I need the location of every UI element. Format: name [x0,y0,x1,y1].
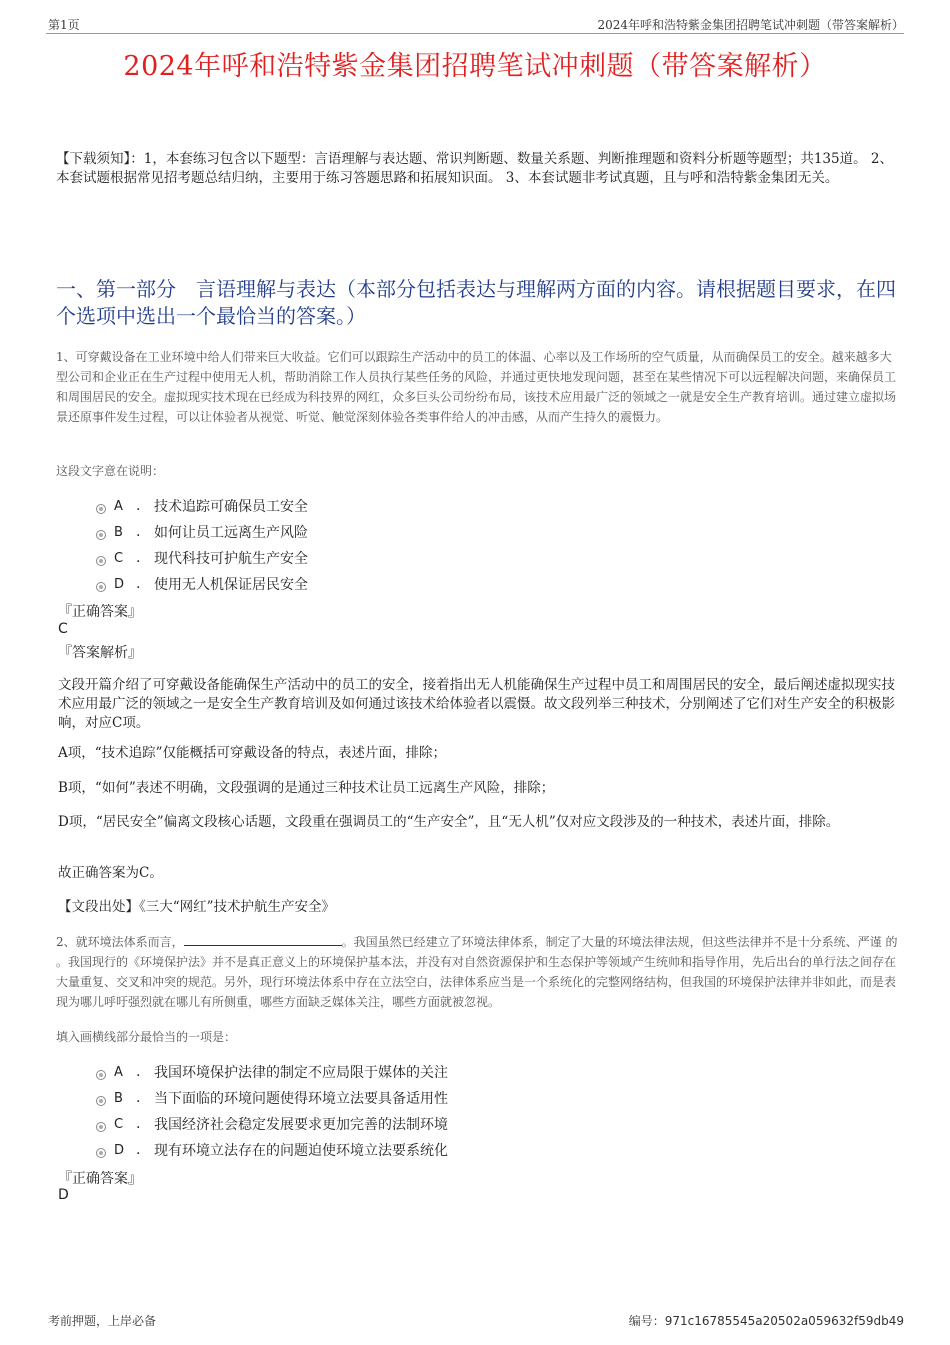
answer-label: 『正确答案』 [58,604,142,620]
option-b[interactable]: B . 当下面临的环境问题使得环境立法要具备适用性 [96,1085,448,1111]
radio-icon[interactable] [96,530,106,540]
radio-icon[interactable] [96,1122,106,1132]
correct-answer: C [58,621,68,637]
source-note: 【文段出处】《三大“网红”技术护航生产安全》 [58,899,336,915]
correct-answer: D [58,1187,69,1203]
question-2-text: 2、就环境法体系而言， 。我国虽然已经建立了环境法律体系，制定了大量的环境法律法规，但这些法律并不是十分系统、严谨 的 。我国现行的《环境保护法》并不是真正意义上的环境保护基本法，并没有对自然资源保护和生态保护等领域产生统帅和指导作用，先后出台的单行法之间存在大量重复、交叉和冲突的规范。另外，现行环境法体系中存在立法空白，法律体系应当是一个系统化的完整网络结构，但我国的环境保护法律并非如此，而是表现为哪儿呼吁强烈就在哪儿有所侧重，哪些方面缺乏媒体关注，哪些方面就被忽视。 [56,935,898,1009]
page-header [46,14,904,34]
question-1-options [96,493,308,597]
footer-slogan: 考前押题，上岸必备 [48,1314,157,1328]
radio-icon[interactable] [96,1148,106,1158]
analysis-paragraph: 文段开篇介绍了可穿戴设备能确保生产活动中的员工的安全，接着指出无人机能确保生产过程中员工和周围居民的安全，最后阐述虚拟现实技术应用最广泛的领域之一是安全生产教育培训及如何通过该技术给体验者以震慑。故文段列举三种技术，分别阐述了它们对生产安全的积极影响，对应C项。 [58,677,895,731]
question-1-stem: 这段文字意在说明： [56,464,165,478]
question-2-options [96,1059,448,1163]
analysis-paragraph: 故正确答案为C。 [58,865,163,881]
analysis-paragraph: D项，“居民安全”偏离文段核心话题，文段重在强调员工的“生产安全”，且“无人机”仅对应文段涉及的一种技术，表述片面，排除。 [58,814,840,830]
option-d[interactable]: D . 现有环境立法存在的问题迫使环境立法要系统化 [96,1137,448,1163]
option-c[interactable]: C . 我国经济社会稳定发展要求更加完善的法制环境 [96,1111,448,1137]
radio-icon[interactable] [96,1096,106,1106]
analysis-paragraph: A项，“技术追踪”仅能概括可穿戴设备的特点，表述片面，排除； [58,745,447,761]
radio-icon[interactable] [96,1070,106,1080]
option-b[interactable]: B . 如何让员工远离生产风险 [96,519,308,545]
option-a[interactable]: A . 我国环境保护法律的制定不应局限于媒体的关注 [96,1059,448,1085]
header-doc-title: 2024年呼和浩特紫金集团招聘笔试冲刺题（带答案解析） [597,18,904,32]
radio-icon[interactable] [96,556,106,566]
section-title: 一、第一部分 言语理解与表达（本部分包括表达与理解两方面的内容。请根据题目要求，在四个选项中选出一个最恰当的答案。） [56,277,896,328]
footer-doc-id: 编号：971c16785545a20502a059632f59db49 [628,1314,904,1328]
option-a[interactable]: A . 技术追踪可确保员工安全 [96,493,308,519]
question-2-stem: 填入画横线部分最恰当的一项是： [56,1030,237,1044]
option-d[interactable]: D . 使用无人机保证居民安全 [96,571,308,597]
radio-icon[interactable] [96,504,106,514]
analysis-label: 『答案解析』 [58,645,142,661]
page-title: 2024年呼和浩特紫金集团招聘笔试冲刺题（带答案解析） [123,51,827,82]
question-1-text: 1、可穿戴设备在工业环境中给人们带来巨大收益。它们可以跟踪生产活动中的员工的体温、心率以及工作场所的空气质量，从而确保员工的安全。越来越多大型公司和企业正在生产过程中使用无人机，帮助消除工作人员执行某些任务的风险，并通过更快地发现问题，甚至在某些情况下可以远程解决问题，来确保员工和周围居民的安全。虚拟现实技术现在已经成为科技界的网红，众多巨头公司纷纷布局，该技术应用最广泛的领域之一就是安全生产教育培训。通过建立虚拟场景还原事件发生过程，可以让体验者从视觉、听觉、触觉深刻体验各类事件给人的冲击感，从而产生持久的震慑力。 [56,350,897,424]
radio-icon[interactable] [96,582,106,592]
answer-label: 『正确答案』 [58,1171,142,1187]
download-notice: 【下载须知】：1，本套练习包含以下题型：言语理解与表达题、常识判断题、数量关系题、判断推理题和资料分析题等题型；共135道。 2、本套试题根据常见招考题总结归纳，主要用于练习答题思路和拓展知识面。 3、本套试题非考试真题，且与呼和浩特紫金集团无关。 [56,151,893,186]
fill-blank [184,934,342,946]
option-c[interactable]: C . 现代科技可护航生产安全 [96,545,308,571]
page-number: 第1页 [48,18,80,32]
analysis-paragraph: B项，“如何”表述不明确，文段强调的是通过三种技术让员工远离生产风险，排除； [58,780,555,796]
